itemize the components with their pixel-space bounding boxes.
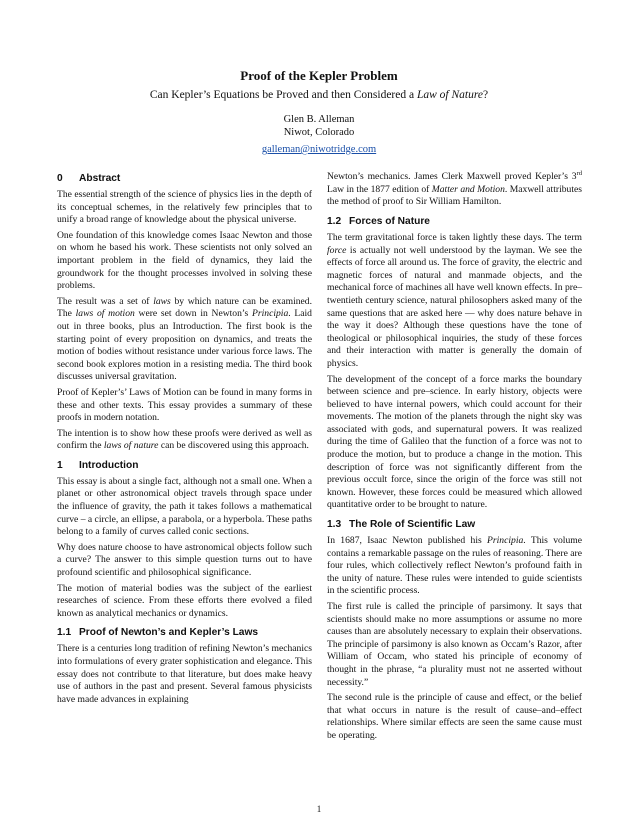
subsection-heading-proof: 1.1 Proof of Newton’s and Kepler’s Laws bbox=[57, 627, 259, 639]
paragraph: Why does nature choose to have astronomical objects follow such a curve? The answer to this simple question turns out to have profound scientific and philosophical significance. bbox=[57, 541, 312, 579]
paragraph: The second rule is the principle of cause and effect, or the belief that what occurs in nature is the result of cause–and–effect relationships. Where similar effects are seen the same cause must be operating. bbox=[327, 692, 582, 741]
paragraph: Proof of Kepler’s’ Laws of Motion can be found in many forms in these and other texts. This essay provides a summary of these proofs in modern notation. bbox=[57, 386, 312, 424]
paragraph: There is a centuries long tradition of refining Newton’s mechanics into formulations of every grater sophistication and elegance. This essay does not contribute to that literature, but does make heavy use of authors in the past and present. Several famous physicists have made advances in explaining bbox=[57, 643, 312, 705]
paper-header bbox=[0, 68, 638, 157]
paragraph: In 1687, Isaac Newton published his Principia. This volume contains a remarkable passage on the rules of reasoning. There are four rules, which collectively reflect Newton’s profound faith in the unity of nature. These rules were intended to guide scientists in the scientific process. bbox=[327, 535, 582, 597]
paragraph: The term gravitational force is taken lightly these days. The term force is actually not well understood by the layman. We see the effects of force all around us. The force of gravity, the electric and magnetic forces of natural and manmade objects, and the mechanical force of machines all have well known effects. In pre–twentieth century science, natural philosophers asked many of the same questions that are asked here — why does nature behave in the way it does? Although these questions have the tone of theological or philosophical inquiries, the study of these forces and their interaction with matter is generally the domain of physics. bbox=[327, 231, 582, 369]
section-heading-introduction: 1 Introduction bbox=[57, 459, 139, 471]
paragraph: The first rule is called the principle of parsimony. It says that scientists should make no more assumptions or assume no more causes than are absolutely necessary to explain their observations. The principle of parsimony is also known as Occam’s Razor, after William of Occam, who stated his principle of economy of thought in the phrase, “a plurality must not ne asserted without necessity.” bbox=[327, 601, 582, 688]
paper-title: Proof of the Kepler Problem bbox=[240, 68, 398, 83]
paragraph: One foundation of this knowledge comes Isaac Newton and those on whom he based his work. These scientists not only solved an important problem in the field of dynamics, they laid the groundwork for the thought processes involved in solving these problems. bbox=[57, 229, 312, 292]
page-number: 1 bbox=[316, 804, 322, 814]
right-column bbox=[327, 168, 582, 746]
subsection-heading-scientific-law: 1.3 The Role of Scientific Law bbox=[327, 519, 476, 531]
paragraph: Newton’s mechanics. James Clerk Maxwell proved Kepler’s 3rd Law in the 1877 edition of Matter and Motion. Maxwell attributes the method of proof to Sir William Hamilton. bbox=[327, 170, 582, 208]
left-column bbox=[57, 168, 312, 709]
paragraph: The motion of material bodies was the subject of the earliest researches of science. From these efforts there evolved a filed known as analytical mechanics or dynamics. bbox=[57, 582, 312, 619]
section-heading-abstract: 0 Abstract bbox=[57, 173, 121, 184]
paragraph: The essential strength of the science of physics lies in the depth of its conceptual schemes, in the relatively few principles that to unify a broad range of knowledge about the physical universe. bbox=[57, 189, 312, 226]
paragraph: The intention is to show how these proofs were derived as well as confirm the laws of nature can be discovered using this approach. bbox=[57, 427, 312, 452]
paper-subtitle: Can Kepler’s Equations be Proved and then Considered a Law of Nature? bbox=[149, 89, 489, 101]
paragraph: This essay is about a single fact, although not a small one. When a planet or other astronomical object travels through space under the influence of gravity, the path it takes follows a mathematical curve – a circle, an ellipse, a parabola, or a hyperbola. These paths belong to a family of curves called conic sections. bbox=[57, 475, 313, 538]
subsection-heading-forces: 1.2 Forces of Nature bbox=[327, 215, 430, 227]
paragraph: The result was a set of laws by which nature can be examined. The laws of motion were set down in Newton’s Principia. Laid out in three books, plus an Introduction. The first book is the starting point of every proposition on dynamics, and treats the motion of bodies without resistance under various force laws. The second book explores motion in a resisting media. The third book discusses universal gravitation. bbox=[57, 295, 312, 383]
author-location: Niwot, Colorado bbox=[283, 127, 355, 138]
author-name: Glen B. Alleman bbox=[283, 114, 355, 125]
paragraph: The development of the concept of a force marks the boundary between science and pre–science. In early history, objects were believed to have internal powers, which could account for their movements. The motion of the planets through the night sky was associated with gods, and supernatural powers. It was realized during the time of Galileo that the function of a force was not to produce the motion, but to produce a change in the motion. This description of force was not significantly different from the previous occult force, since the origin of the force was still not known. However, these forces could be measured which allowed quantitative order to be brought to nature. bbox=[327, 373, 582, 511]
author-email-link[interactable]: galleman@niwotridge.com bbox=[261, 144, 377, 155]
